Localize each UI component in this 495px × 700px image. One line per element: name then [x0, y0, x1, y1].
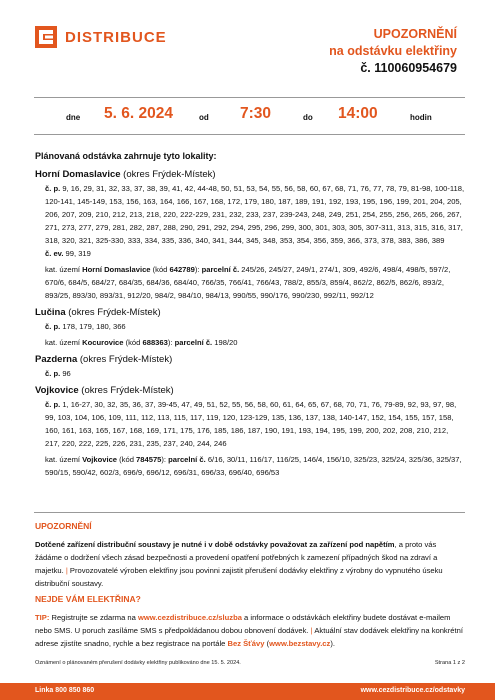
tip-text2: a informace o odstávkách elektřiny budete dostávat e-mailem nebo SMS. U poruch zasíláme SMS s předpokládanou dobou obnovení dodávek. [35, 613, 451, 635]
kat-name: Vojkovice [82, 455, 118, 464]
house-numbers [35, 367, 465, 380]
time-from: 7:30 [240, 105, 272, 122]
kat-code-prefix: (kód [117, 455, 137, 464]
warning-heading: UPOZORNĚNÍ [35, 521, 92, 531]
logo [35, 26, 167, 48]
label-do: do [303, 113, 313, 122]
divider-top [34, 97, 465, 98]
location-title [35, 352, 465, 367]
cp-label: č. p. [45, 369, 61, 378]
notice-number: č. 110060954679 [360, 61, 457, 75]
location-block [35, 305, 465, 349]
location-district: (okres Frýdek-Místek) [65, 307, 161, 318]
kat-code: 642789 [169, 265, 195, 274]
tip-text5: ). [330, 639, 335, 648]
label-dne: dne [66, 113, 81, 122]
kat-code-suffix: ): [194, 265, 202, 274]
cp-label: č. p. [45, 400, 61, 409]
location-title [35, 383, 465, 398]
cadastral-info [35, 336, 465, 349]
kat-name: Horní Domaslavice [82, 265, 151, 274]
location-block [35, 383, 465, 479]
tip-section [35, 593, 465, 650]
kat-code-suffix: ): [167, 338, 175, 347]
tip-text4: ( [264, 639, 270, 648]
location-district: (okres Frýdek-Místek) [78, 385, 174, 396]
location-name: Vojkovice [35, 385, 79, 396]
divider-warning [34, 512, 465, 513]
registration-link[interactable]: www.cezdistribuce.cz/sluzba [137, 613, 242, 622]
location-name: Horní Domaslavice [35, 169, 121, 180]
cp-label: č. p. [45, 184, 61, 193]
parc-values: 245/26, 245/27, 249/1, 274/1, 309, 492/6, 498/4, 498/5, 597/2, 670/6, 684/5, 684/27, 684/35, 684/36, 684/40, 766/35, 766/41, 766/43, 788/2, 855/3, 859/4, 862/2, 862/5, 862/6, 893/2, 893/25, 893/30, 893/31, 912/20, 984/2, 984/10, 984/13, 990/55, 990/176, 990/230, 992/11, 992/12 [45, 265, 451, 300]
warning-text1: , a proto vás žádáme o dodržení všech zásad bezpečnosti a provedení opatření potřebných k zamezení případných škod na zdraví a majetku. [35, 540, 438, 575]
kat-prefix: kat. území [45, 265, 83, 274]
page-number: Strana 1 z 2 [434, 660, 465, 666]
time-to: 14:00 [338, 105, 378, 122]
kat-name: Kocurovice [82, 338, 124, 347]
location-name: Pazderna [35, 354, 78, 365]
kat-code-suffix: ): [161, 455, 169, 464]
warning-bold: Dotčené zařízení distribuční soustavy je nutné i v době odstávky považovat za zařízení pod napětím [35, 540, 395, 549]
locations-section [35, 150, 465, 479]
tip-heading: NEJDE VÁM ELEKTŘINA? [35, 594, 141, 604]
warning-text [35, 538, 465, 590]
tip-separator: | [310, 626, 313, 635]
cp-values: 1, 16-27, 30, 32, 35, 36, 37, 39-45, 47, 49, 51, 52, 55, 56, 58, 60, 61, 64, 65, 67, 68, 70, 71, 76, 79-89, 92, 93, 97, 98, 99, 103, 104, 106, 109, 111, 112, 113, 115, 117, 119, 120, 123-129, 135, 136, 137, 138, 140-147, 152, 154, 155, 157, 158, 160, 161, 163, 165, 167, 168, 169, 171, 175, 176, 185, 186, 187, 190, 191, 193, 194, 195, 199, 200, 202, 208, 210, 212, 217, 220, 222, 225, 226, 231, 235, 237, 240, 244, 246 [45, 400, 457, 448]
location-name: Lučina [35, 307, 66, 318]
title-line2: na odstávku elektřiny [329, 44, 457, 58]
cp-label: č. p. [45, 322, 61, 331]
ev-label: č. ev. [45, 249, 64, 258]
location-district: (okres Frýdek-Místek) [77, 354, 173, 365]
parc-label: parcelní č. [168, 455, 206, 464]
tip-text [35, 611, 465, 650]
kat-prefix: kat. území [45, 455, 83, 464]
location-block [35, 352, 465, 380]
cp-values: 9, 16, 29, 31, 32, 33, 37, 38, 39, 41, 42, 44-48, 50, 51, 53, 54, 55, 56, 58, 60, 67, 68, 71, 76, 77, 78, 79, 81-98, 100-118, 120-141, 145-149, 153, 156, 163, 164, 166, 167, 168, 172, 179, 180, 187, 189, 191, 192, 193, 195, 196, 199, 201, 204, 205, 206, 207, 209, 210, 212, 213, 218, 220, 222-229, 231, 232, 233, 237, 239-243, 248, 249, 251, 254, 255, 256, 265, 266, 267, 271, 273, 277, 279, 281, 282, 287, 288, 290, 291, 292, 294, 295, 296, 299, 300, 301, 303, 305, 307-311, 313, 315, 316, 317, 318, 320, 321, 325-330, 333, 334, 335, 336, 340, 341, 344, 345, 348, 353, 354, 356, 359, 366, 373, 378, 383, 386, 389 [45, 184, 465, 245]
parc-values: 6/16, 30/11, 116/17, 116/25, 146/4, 156/10, 325/23, 325/24, 325/36, 325/37, 590/15, 590/42, 602/3, 696/9, 696/12, 696/31, 696/33, 696/40, 696/53 [45, 455, 462, 477]
location-district: (okres Frýdek-Místek) [120, 169, 216, 180]
warning-section [35, 520, 465, 590]
parc-label: parcelní č. [201, 265, 240, 274]
title-line1: UPOZORNĚNÍ [373, 27, 457, 41]
tip-label: TIP: [35, 613, 50, 622]
house-numbers [35, 398, 465, 450]
label-hodin: hodin [410, 113, 432, 122]
ev-values: 99, 319 [63, 249, 91, 258]
cadastral-info [35, 263, 465, 302]
kat-code-prefix: (kód [123, 338, 143, 347]
publication-note: Oznámení o plánovaném přerušení dodávky elektřiny publikováno dne 15. 5. 2024. [35, 660, 241, 666]
divider-schedule [34, 134, 465, 135]
notice-title [329, 26, 457, 77]
footer-url[interactable]: www.cezdistribuce.cz/odstavky [360, 687, 465, 694]
warning-text2: Provozovatelé výroben elektřiny jsou povinni zajistit přerušení dodávky elektřiny z výrobny do vypnutého úseku distribuční soustavy. [35, 566, 443, 588]
tip-text3: Aktuální stav dodávek elektřiny na konkrétní adrese zjistíte snadno, rychle a bez registrace na portále [35, 626, 463, 648]
footer-phone[interactable]: Linka 800 850 860 [35, 687, 95, 694]
kat-code-prefix: (kód [150, 265, 170, 274]
house-numbers [35, 320, 465, 333]
location-title [35, 305, 465, 320]
locations-intro: Plánovaná odstávka zahrnuje tyto lokality: [35, 151, 217, 161]
cp-values: 96 [60, 369, 71, 378]
house-numbers [35, 182, 465, 247]
kat-code: 784575 [136, 455, 162, 464]
evidence-numbers [35, 247, 465, 260]
parc-values: 198/20 [212, 338, 238, 347]
schedule-row [0, 104, 495, 128]
kat-prefix: kat. území [45, 338, 83, 347]
label-od: od [199, 113, 209, 122]
warning-separator: | [65, 566, 68, 575]
portal-name: Bez Šťávy [227, 639, 265, 648]
parc-label: parcelní č. [174, 338, 213, 347]
outage-date: 5. 6. 2024 [104, 105, 173, 122]
bezstavy-link[interactable]: www.bezstavy.cz [269, 639, 331, 648]
location-block [35, 167, 465, 302]
cez-logo-icon [35, 26, 57, 48]
logo-text: DISTRIBUCE [65, 28, 167, 46]
tip-text1: Registrujte se zdarma na [49, 613, 138, 622]
location-title [35, 167, 465, 182]
footer-bar [0, 683, 495, 700]
cadastral-info [35, 453, 465, 479]
cp-values: 178, 179, 180, 366 [60, 322, 126, 331]
kat-code: 688363 [142, 338, 168, 347]
